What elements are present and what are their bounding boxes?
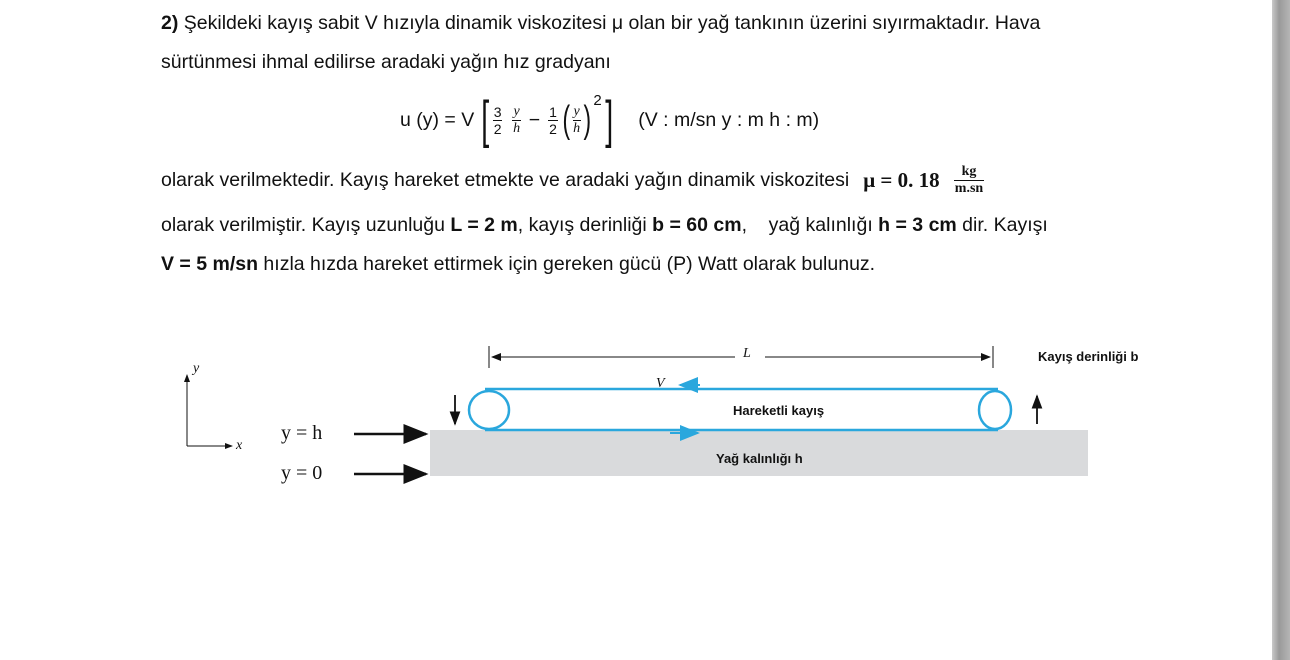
right-paren: ) <box>583 98 591 141</box>
equation-lhs: u (y) = V <box>400 108 475 131</box>
left-paren: ( <box>562 98 571 141</box>
depth-label: Kayış derinliği b <box>1038 349 1139 364</box>
axis-y-label: y <box>193 361 200 376</box>
right-bracket: ] <box>605 91 613 149</box>
mu-value: μ = 0. 18 <box>863 168 940 192</box>
velocity-label: V <box>656 376 665 391</box>
coordinate-axes <box>187 375 232 446</box>
problem-text-3: olarak verilmektedir. Kayış hareket etmekte ve aradaki yağın dinamik viskozitesi <box>161 169 850 191</box>
problem-text-1: Şekildeki kayış sabit V hızıyla dinamik viskozitesi μ olan bir yağ tankının üzerini sıyırmaktadır. Hava <box>183 12 1041 34</box>
length-label: L <box>743 346 751 361</box>
left-bracket: [ <box>481 91 490 149</box>
left-pulley <box>469 391 509 429</box>
page-edge-shadow <box>1272 0 1290 660</box>
depth-value: b = 60 cm <box>652 214 742 236</box>
belt-label: Hareketli kayış <box>733 403 825 418</box>
axis-x-label: x <box>236 438 243 453</box>
y-over-h-fraction: $\frac{y}{h}$ <box>513 103 521 136</box>
length-value: L = 2 m <box>450 214 518 236</box>
coef1-fraction: $\frac{3}{2}$ <box>493 103 502 137</box>
minus-sign: − <box>528 108 541 131</box>
equation-units: (V : m/sn y : m h : m) <box>638 108 820 131</box>
problem-number: 2) <box>161 12 179 34</box>
velocity-value: V = 5 m/sn <box>161 253 259 275</box>
y-equals-h-label: y = h <box>281 422 323 444</box>
coef2-fraction: $\frac{1}{2}$ <box>549 103 557 137</box>
y-over-h-fraction-2: $\frac{y}{h}$ <box>573 103 581 136</box>
right-pulley <box>979 391 1011 429</box>
thickness-value: h = 3 cm <box>878 214 957 236</box>
problem-line-5: V = 5 m/sn hızla hızda hareket ettirmek için gereken gücü (P) Watt olarak bulunuz. <box>161 253 876 275</box>
length-dimension <box>489 346 993 368</box>
exponent: 2 <box>593 91 602 109</box>
problem-line-2: sürtünmesi ihmal edilirse aradaki yağın hız gradyanı <box>161 51 611 73</box>
problem-line-4: olarak verilmiştir. Kayış uzunluğu L = 2 m, kayış derinliği b = 60 cm, yağ kalınlığı h = 3 cm dir. Kayışı <box>161 214 1048 236</box>
mu-unit: $\frac{kg}{m.sn}$ <box>954 163 984 196</box>
oil-label: Yağ kalınlığı h <box>716 451 803 466</box>
y-equals-0-label: y = 0 <box>281 462 323 484</box>
